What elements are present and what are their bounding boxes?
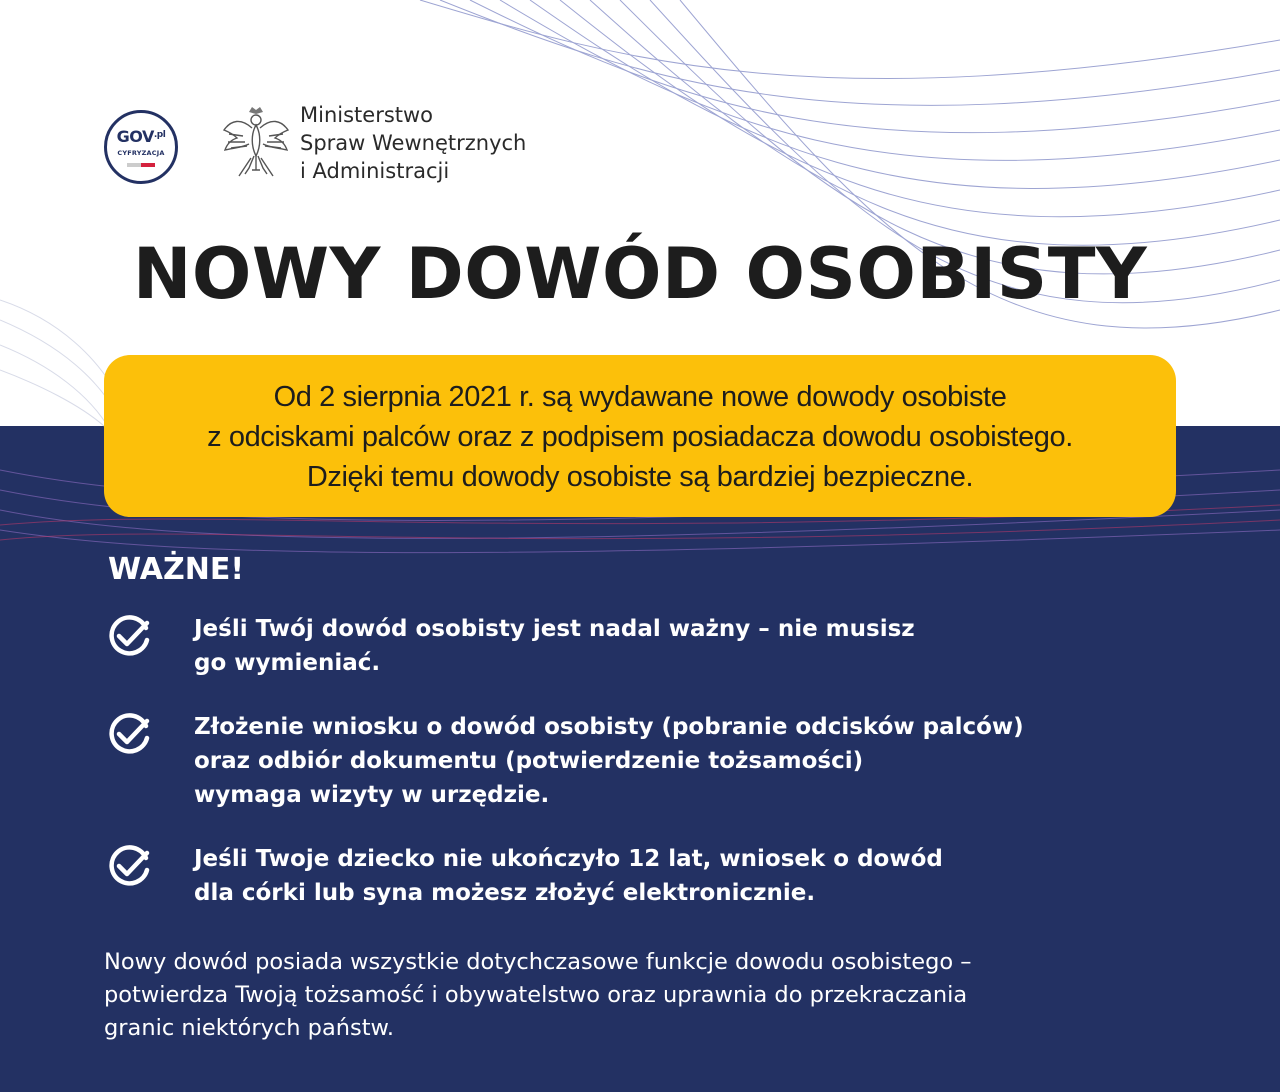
page-title: NOWY DOWÓD OSOBISTY [132, 233, 1148, 315]
ministry-name [300, 101, 526, 185]
list-item-text: Jeśli Twój dowód osobisty jest nadal ważny – nie musisz go wymieniać. [194, 616, 915, 676]
highlight-line: Od 2 sierpnia 2021 r. są wydawane nowe dowody osobiste [273, 381, 1007, 413]
highlight-line: z odciskami palców oraz z podpisem posiadacza dowodu osobistego. [207, 421, 1073, 453]
footer-line: Nowy dowód posiada wszystkie dotychczasowe funkcje dowodu osobistego – [104, 949, 972, 975]
gov-logo-flag-bar [127, 163, 155, 167]
check-circle-icon [106, 712, 152, 758]
footer-line: potwierdza Twoją tożsamość i obywatelstwo oraz uprawnia do przekraczania [104, 982, 968, 1008]
highlight-line: Dzięki temu dowody osobiste są bardziej bezpieczne. [306, 461, 974, 493]
ministry-line: i Administracji [300, 159, 450, 183]
highlight-box [104, 355, 1176, 517]
gov-logo-text: $GOV^{.pl}$ [116, 127, 166, 146]
important-heading: WAŻNE! [108, 552, 244, 587]
footer-text [104, 946, 972, 1045]
list-item-text: Jeśli Twoje dziecko nie ukończyło 12 lat, wniosek o dowód dla córki lub syna możesz złożyć elektronicznie. [194, 846, 943, 906]
footer-line: granic niektórych państw. [104, 1015, 395, 1041]
ministry-line: Ministerstwo [300, 103, 434, 127]
ministry-line: Spraw Wewnętrznych [300, 131, 527, 155]
check-circle-icon [106, 844, 152, 890]
polish-eagle-icon [221, 104, 291, 182]
gov-cyfryzacja-logo [104, 110, 178, 184]
gov-logo-subtitle: CYFRYZACJA [117, 149, 165, 157]
check-circle-icon [106, 614, 152, 660]
list-item-text: Złożenie wniosku o dowód osobisty (pobranie odcisków palców) oraz odbiór dokumentu (potwierdzenie tożsamości) wymaga wizyty w urzędzie. [194, 714, 1024, 808]
